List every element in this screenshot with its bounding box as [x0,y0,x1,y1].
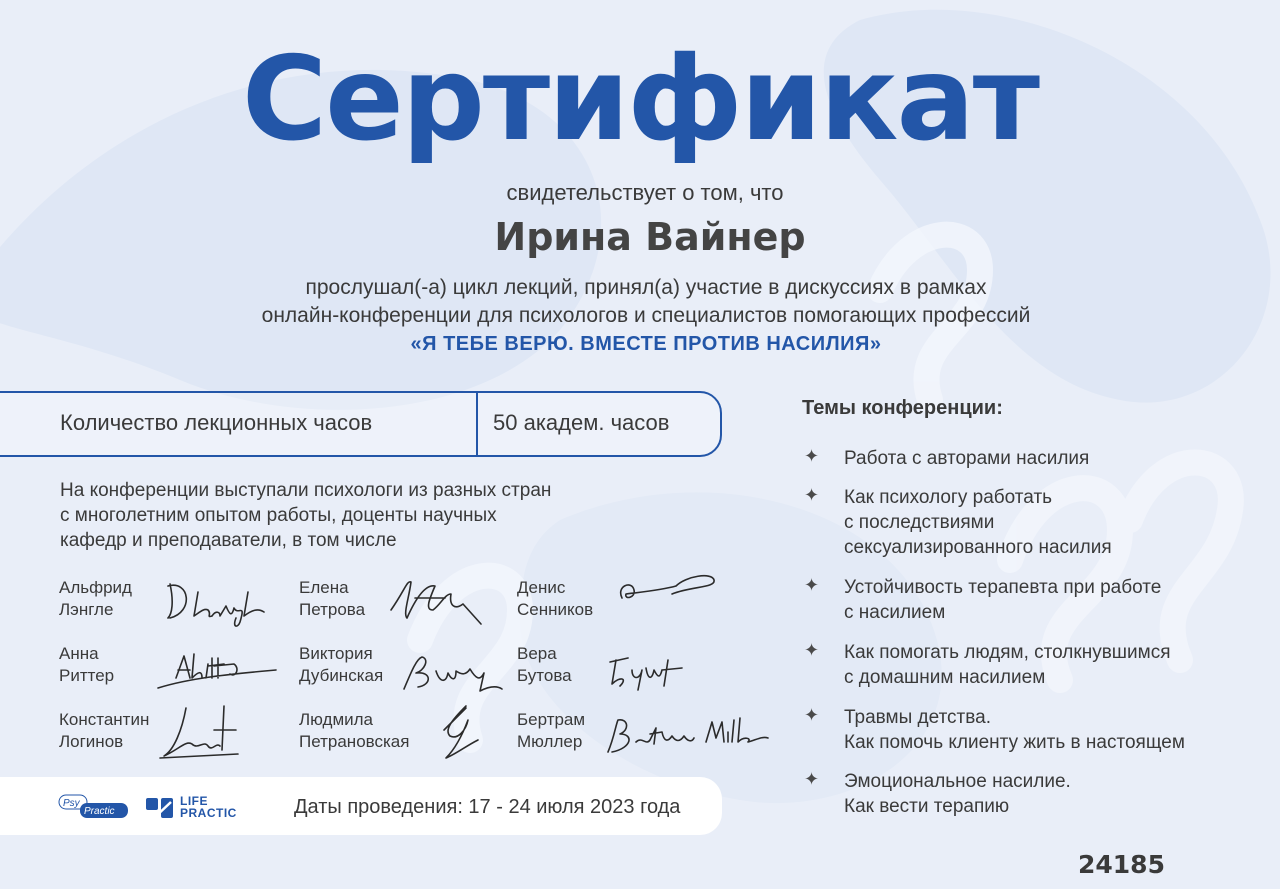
topic-line: Травмы детства. [844,707,991,728]
psy-logo-bottom: Practic [84,806,115,817]
topic-line: Как вести терапию [844,796,1010,817]
signature-sennikov [612,566,722,611]
description-line: прослушал(-а) цикл лекций, принял(а) участие в дискуссиях в рамках [305,276,987,299]
description-line: онлайн-конференции для психологов и специалистов помогающих профессий [261,304,1031,327]
speaker-first-name: Вера [517,644,557,663]
four-point-star-icon: ✦ [804,575,820,595]
speaker-langle [59,577,132,621]
certificate-subtitle: свидетельствует о том, что [506,180,784,205]
speaker-last-name: Бутова [517,666,572,685]
certificate-title: Сертификат [242,32,1038,167]
topic-line: с последствиями [844,512,995,533]
speaker-butova [517,643,572,687]
speaker-loginov [59,709,149,753]
topic-line: сексуализированного насилия [844,537,1112,558]
certificate-description [0,274,1280,358]
speaker-first-name: Денис [517,578,566,597]
topic-text [844,485,1244,560]
life-logo-line1: LIFE [180,794,208,808]
speaker-first-name: Константин [59,710,150,729]
speakers-intro-line: кафедр и преподаватели, в том числе [60,530,397,551]
speaker-first-name: Анна [59,644,99,663]
signature-muller [602,712,774,762]
signature-petrova [385,570,495,628]
topic-line: Работа с авторами насилия [844,448,1090,469]
topic-line: Устойчивость терапевта при работе [844,577,1162,598]
topic-line: Как психологу работать [844,487,1053,508]
four-point-star-icon: ✦ [804,705,820,725]
speaker-last-name: Сенников [517,600,594,619]
topic-text [844,640,1244,690]
speakers-intro-line: с многолетним опытом работы, доценты научных [60,505,497,526]
speaker-last-name: Петрановская [299,732,410,751]
topic-line: Как помочь клиенту жить в настоящем [844,732,1185,753]
speaker-first-name: Бертрам [517,710,586,729]
life-practic-icon [145,796,175,820]
signature-dubinskaya [396,645,508,697]
speaker-petrova [299,577,365,621]
topic-text [844,446,1244,471]
signature-butova [602,650,694,692]
speaker-ritter [59,643,114,687]
speaker-first-name: Альфрид [59,578,132,597]
speaker-dubinskaya [299,643,383,687]
topic-line: Как помогать людям, столкнувшимся [844,642,1171,663]
speakers-intro-line: На конференции выступали психологи из разных стран [60,480,552,501]
signature-loginov [152,700,242,766]
certificate-number: 24185 [1078,850,1165,879]
hours-divider [476,393,478,455]
psy-practic-logo [58,794,130,820]
topic-text [844,575,1244,625]
speaker-sennikov [517,577,593,621]
four-point-star-icon: ✦ [804,769,820,789]
topic-line: с домашним насилием [844,667,1046,688]
topics-title: Темы конференции: [802,397,1003,419]
topic-text [844,769,1244,819]
speaker-petranovskaya [299,709,409,753]
speaker-last-name: Лэнгле [59,600,114,619]
speaker-last-name: Петрова [299,600,366,619]
life-logo-line2: PRACTIC [180,806,237,820]
topic-line: с насилием [844,602,946,623]
signature-langle [160,572,275,630]
hours-label: Количество лекционных часов [60,410,373,435]
life-practic-logo-text [180,795,237,819]
four-point-star-icon: ✦ [804,640,820,660]
psy-logo-top: Psy [63,798,80,809]
speaker-muller [517,709,585,753]
hours-value: 50 академ. часов [493,410,670,435]
speaker-last-name: Дубинская [299,666,384,685]
recipient-name: Ирина Вайнер [494,215,806,259]
speaker-first-name: Виктория [299,644,373,663]
speaker-last-name: Риттер [59,666,115,685]
speaker-last-name: Мюллер [517,732,583,751]
speakers-intro [60,478,660,553]
signature-ritter [150,648,280,698]
topic-text [844,705,1244,755]
speaker-first-name: Людмила [299,710,374,729]
four-point-star-icon: ✦ [804,485,820,505]
conference-name: «Я ТЕБЕ ВЕРЮ. ВМЕСТЕ ПРОТИВ НАСИЛИЯ» [410,333,882,355]
four-point-star-icon: ✦ [804,446,820,466]
conference-dates: Даты проведения: 17 - 24 июля 2023 года [294,796,681,818]
signature-petranovskaya [436,700,486,766]
topic-line: Эмоциональное насилие. [844,771,1071,792]
speaker-first-name: Елена [299,578,349,597]
speaker-last-name: Логинов [59,732,124,751]
